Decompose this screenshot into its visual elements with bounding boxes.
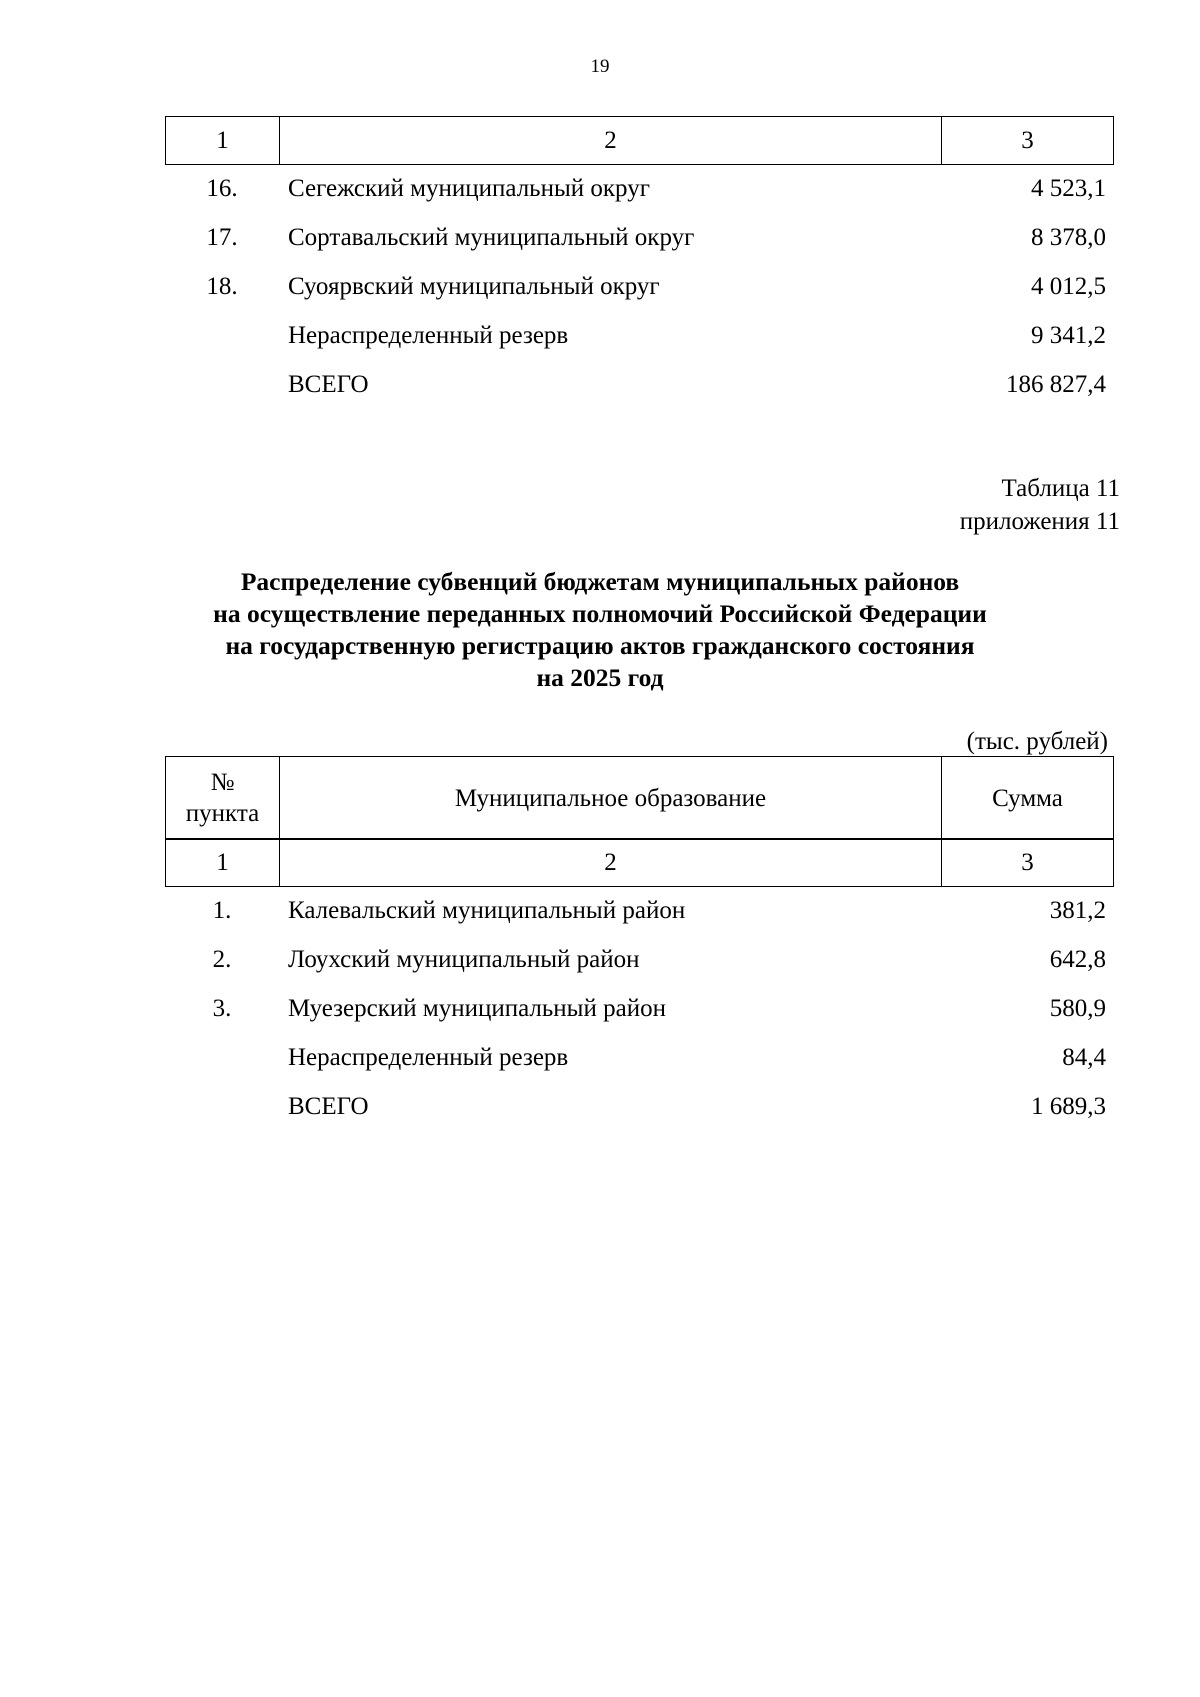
table-row [165, 167, 1114, 216]
row-value: 381,2 [1049, 897, 1106, 924]
table-reference-line2: приложения 11 [959, 508, 1120, 535]
column-number-3: 3 [1021, 848, 1034, 876]
row-number: 3. [212, 995, 232, 1022]
column-number-1: 1 [166, 117, 280, 164]
row-name: Сегежский муниципальный округ [288, 175, 650, 202]
row-number: 1. [212, 897, 232, 924]
table-row [165, 314, 1114, 363]
row-number: 2. [212, 946, 232, 973]
row-value: 186 827,4 [1006, 371, 1106, 398]
row-value: 580,9 [1049, 995, 1106, 1022]
column-number-3: 3 [1021, 126, 1034, 154]
row-value: 1 689,3 [1031, 1093, 1106, 1120]
row-value: 84,4 [1062, 1044, 1106, 1071]
row-name: ВСЕГО [288, 1093, 369, 1120]
main-table-body [165, 889, 1114, 1134]
main-table-header [165, 756, 1114, 840]
row-value: 4 523,1 [1031, 175, 1106, 202]
table-row-total [165, 363, 1114, 412]
row-name: Сортавальский муниципальный округ [288, 224, 695, 251]
table-row [165, 938, 1114, 987]
row-value: 642,8 [1049, 946, 1106, 973]
row-number: 16. [206, 175, 238, 202]
table-row [165, 265, 1114, 314]
row-value: 8 378,0 [1031, 224, 1106, 251]
table-row [165, 987, 1114, 1036]
column-number-2: 2 [280, 839, 942, 886]
row-name: Лоухский муниципальный район [288, 946, 640, 973]
row-name: Муезерский муниципальный район [288, 995, 666, 1022]
title-line1: Распределение субвенций бюджетам муниципальных районов [240, 567, 960, 596]
header-municipality: Муниципальное образование [280, 757, 942, 839]
table-reference [960, 472, 1120, 538]
header-sum: Сумма [992, 784, 1063, 812]
row-number: 18. [206, 273, 238, 300]
row-name: ВСЕГО [288, 371, 369, 398]
table-reference-line1: Таблица 11 [1001, 475, 1120, 502]
table-row [165, 1036, 1114, 1085]
column-number-1: 1 [166, 839, 280, 886]
title-line2: на осуществление переданных полномочий Российской Федерации [213, 599, 987, 628]
header-number-line2: пункта [185, 800, 260, 827]
title-line4: на 2025 год [536, 663, 664, 692]
row-number: 17. [206, 224, 238, 251]
column-number-2: 2 [280, 117, 942, 164]
table-row [165, 889, 1114, 938]
header-item-number [166, 757, 280, 839]
header-number-line1: № [210, 769, 235, 796]
document-title [0, 566, 1200, 694]
row-name: Суоярвский муниципальный округ [288, 273, 660, 300]
row-name: Калевальский муниципальный район [288, 897, 686, 924]
units-label: (тыс. рублей) [966, 728, 1108, 755]
table-row-total [165, 1085, 1114, 1134]
prev-table-body [165, 167, 1114, 412]
page-number: 19 [590, 56, 610, 77]
prev-table-column-numbers [165, 116, 1114, 165]
row-name: Нераспределенный резерв [288, 1044, 569, 1071]
row-value: 4 012,5 [1031, 273, 1106, 300]
table-row [165, 216, 1114, 265]
row-value: 9 341,2 [1031, 322, 1106, 349]
title-line3: на государственную регистрацию актов гражданского состояния [225, 631, 975, 660]
row-name: Нераспределенный резерв [288, 322, 569, 349]
main-table-column-numbers [165, 838, 1114, 887]
